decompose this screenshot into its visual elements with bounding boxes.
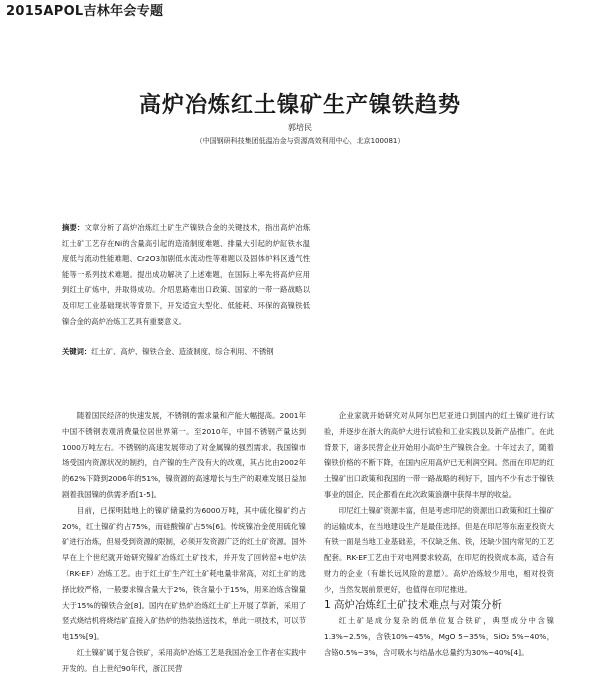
body-paragraph: 随着国民经济的快速发展，不锈钢的需求量和产能大幅提高。2001年中国不锈钢表观消费量位居世界第一。至2010年，中国不锈钢产量达到1000万吨左右。不锈钢的高速发展带动了对金属镍的强烈需求。我国镍市场受国内资源状况的制约，自产镍的生产没有大的改观，其占比由2002年的62%下降到2006年的51%，镍资源的高速增长与生产的艰难发展日益加剧着我国镍的供需矛盾[1-5]。 [62, 411, 306, 499]
body-column-left [62, 408, 306, 677]
article-title: 高炉冶炼红土镍矿生产镍铁趋势 [138, 93, 461, 118]
section-heading: 1 高炉冶炼红土矿技术难点与对策分析 [324, 598, 503, 611]
body-paragraph: 企业家就开始研究对从阿尔巴尼亚进口到国内的红土镍矿进行试验，并逐步在浙大的高炉大进行试验和工业实践以及新产品推广。在此背景下，诸多民营企业开始用小高炉生产镍铁合金。十年过去了，随着镍铁价格的不断下降，在国内应用高炉已无利润空间。然而在印尼的红土镍矿出口政策和我国的一带一路战略的利好下，国内不少有志于镍铁事业的国企、民企都看在此次政策浪潮中获得丰厚的收益。 [324, 411, 554, 499]
author-affiliation: （中国钢研科技集团低温冶金与资源高效利用中心，北京100081） [195, 137, 405, 145]
body-column-right [324, 408, 554, 661]
abstract-block [62, 220, 310, 329]
body-paragraph: 红土矿是成分复杂的低单位复合铁矿，典型成分中含镍1.3%~2.5%，含铁10%~45%，MgO 5~35%，SiO₂ 5%~40%，含铬0.5%~3%，含可吸水与结晶水总量约为30%~40%[4]。 [324, 616, 554, 657]
keywords-block [62, 344, 310, 360]
body-paragraph: 印尼红土镍矿资源丰富，但是考虑印尼的资源出口政策和红土镍矿的运输成本，在当地建设生产是最佳选择。但是在印尼等东南亚投资大有铁一面是当地工业基础差，不仅缺乏焦、铁，还缺少国内常见的工艺配套。RK-EF工艺由于对电网要求较高，在印尼的投资成本高，适合有财力的企业（有雄长远风险的意愿）。高炉冶炼较少用电，相对投资少，当然发展前景更好，也值得在印尼推进。 [324, 505, 554, 594]
journal-header: 2015APOL吉林年会专题 [6, 4, 164, 19]
body-paragraph: 目前，已探明陆地上的镍矿储量约为6000万吨，其中硫化镍矿约占20%，红土镍矿约占75%，而硅酸镍矿占5%[6]。传统镍冶金使用硫化镍矿进行冶炼，但易受到资源的限制，必须开发资源广泛的红土矿资源。国外早在上个世纪就开始研究镍矿冶炼红土矿技术，并开发了回转窑+电炉法（RK-EF）冶炼工艺。由于红土矿生产红土矿耗电量非常高，对红土矿的选择比较严格，一般要求镍含量大于2%，铁含量小于15%，用来冶炼含镍量大于15%的镍铁合金[8]。国内在矿热炉冶炼红土矿上开展了草新，采用了竖式烧结机将烧结矿直接入矿热炉的热装热送技术，单此一项技术，可以节电15%[9]。 [62, 505, 306, 642]
abstract-label: 摘要： [62, 223, 85, 232]
keywords-text: 红土矿、高炉、镍铁合金、造渣制度、综合利用、不锈钢 [91, 347, 274, 356]
body-paragraph: 红土镍矿属于复合铁矿，采用高炉冶炼工艺是我国冶金工作者在实践中开发的。自上世纪90年代，浙江民营 [62, 647, 306, 673]
author-name: 郭培民 [288, 123, 312, 132]
abstract-text: 文章分析了高炉冶炼红土矿生产镍铁合金的关键技术，指出高炉冶炼红土矿工艺存在Ni的含量高引起的造渣制度难题、排量大引起的炉缸铁水温度低与流动性能难题、Cr2O3加剧低水流动性等难题以及固体炉料区透气性能等一系列技术难题。提出成功解决了上述难题，在国际上率先将高炉应用到红土矿炼中，并取得成功。介绍思路难出口政策、国家的一带一路战略以及印尼工业基础现状等背景下，开发适宜大型化、低能耗、环保的高镍铁低镍合金的高炉冶炼工艺具有重要意义。 [62, 223, 311, 326]
keywords-label: 关键词： [62, 347, 92, 356]
